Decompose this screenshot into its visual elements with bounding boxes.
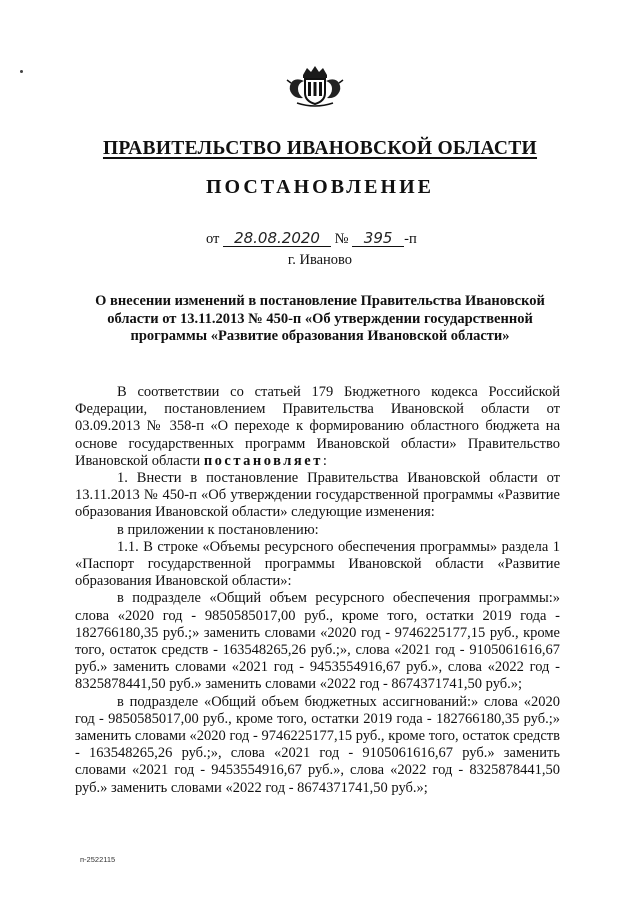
organization-title: ПРАВИТЕЛЬСТВО ИВАНОВСКОЙ ОБЛАСТИ <box>102 138 538 159</box>
paragraph-1: 1. Внести в постановление Правительства Ивановской области от 13.11.2013 № 450-п «Об утверждении государственной программы «Развитие образования Ивановской области» следующие изменения: <box>75 470 560 521</box>
city: г. Иваново <box>287 252 353 268</box>
date-prefix: от <box>206 231 220 247</box>
preamble-paragraph <box>75 384 560 470</box>
preamble-verb: постановляет <box>203 452 323 469</box>
preamble-end: : <box>322 452 327 469</box>
footer-code: п-2522115 <box>80 855 116 864</box>
paragraph-3: 1.1. В строке «Объемы ресурсного обеспечения программы» раздела 1 «Паспорт государственной программы Ивановской области «Развитие образования Ивановской области»: <box>75 538 560 590</box>
number-suffix: -п <box>404 231 417 247</box>
document-subject: О внесении изменений в постановление Правительства Ивановской области от 13.11.2013 № 450-п «Об утверждении государственной программы «Развитие образования Ивановской области» <box>95 293 545 344</box>
date-number-line <box>206 231 417 248</box>
paragraph-2: в приложении к постановлению: <box>117 521 319 538</box>
scan-speck <box>20 70 23 73</box>
ivanovo-coat-of-arms-icon <box>283 63 347 107</box>
document-type: ПОСТАНОВЛЕНИЕ <box>206 176 434 198</box>
document-body <box>75 384 560 797</box>
number-sign: № <box>334 231 349 247</box>
preamble-text: В соответствии со статьей 179 Бюджетного кодекса Российской Федерации, постановлением Правительства Ивановской области от 03.09.2013 № 358-п «О переходе к формированию областного бюджета на основе государственных программ Ивановской области» Правительство Ивановской области <box>75 384 560 469</box>
paragraph-5: в подразделе «Общий объем бюджетных ассигнований:» слова «2020 год - 9850585017,00 руб., кроме того, остатки 2019 года - 182766180,35 руб.;» заменить словами «2020 год - 9746225177,15 руб., кроме того, остаток средств - 163548265,26 руб.;», слова «2021 год - 9105061616,67 руб.» заменить словами «2021 год - 9453554916,67 руб.», слова «2022 год - 8325878441,50 руб.» заменить словами «2022 год - 8674371741,50 руб.»; <box>75 693 560 796</box>
handwritten-number: 395 <box>352 231 404 247</box>
handwritten-date: 28.08.2020 <box>223 231 331 247</box>
paragraph-4: в подразделе «Общий объем ресурсного обеспечения программы:» слова «2020 год - 9850585017,00 руб., кроме того, остатки 2019 года - 182766180,35 руб.;» заменить словами «2020 год - 9746225177,15 руб., кроме того, остаток средств - 163548265,26 руб.;», слова «2021 год - 9105061616,67 руб.» заменить словами «2021 год - 9453554916,67 руб.», слова «2022 год - 8325878441,50 руб.» заменить словами «2022 год - 8674371741,50 руб.»; <box>75 590 560 693</box>
